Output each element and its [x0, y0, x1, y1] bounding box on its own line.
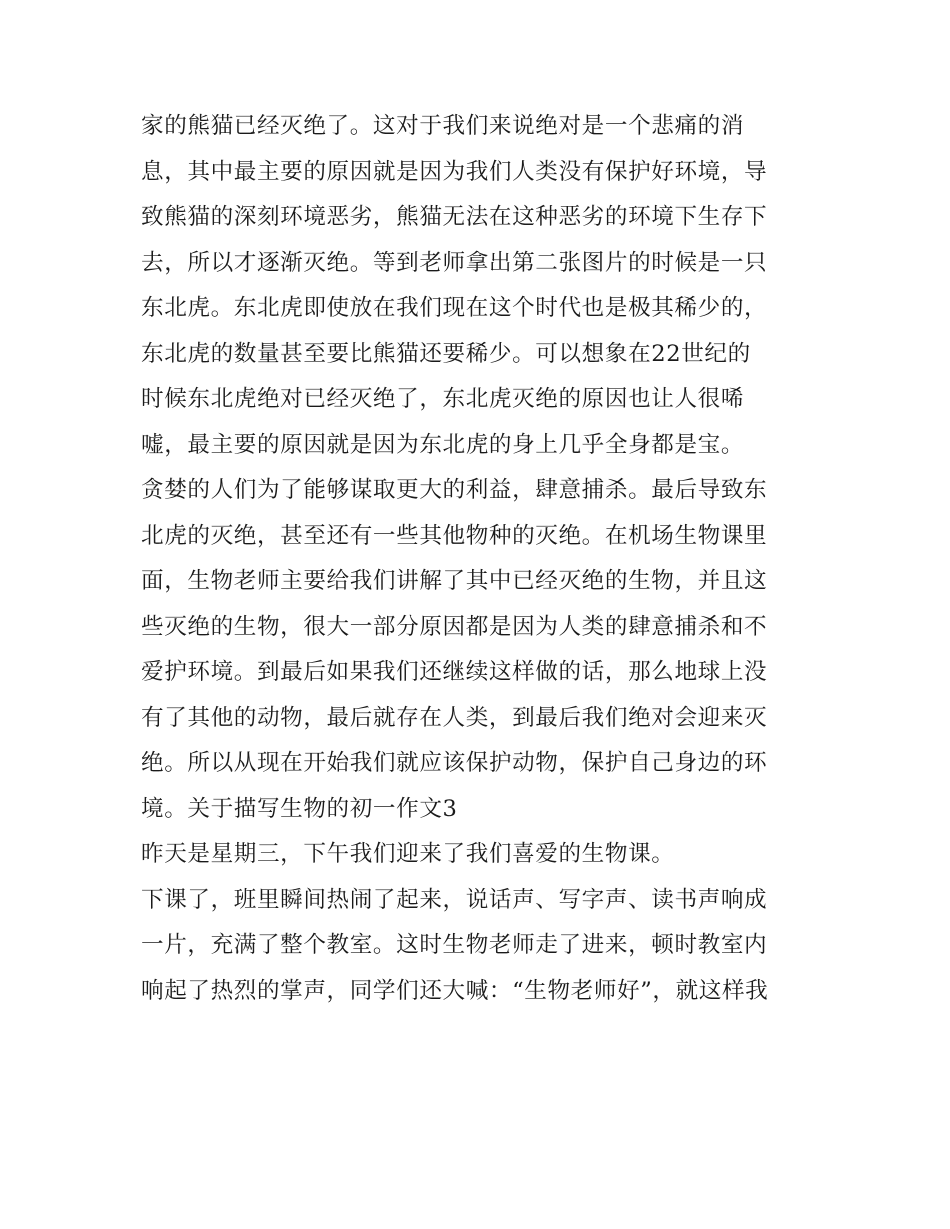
- text-line: 爱护环境。到最后如果我们还继续这样做的话，那么地球上没: [141, 659, 768, 685]
- text-line: 面，生物老师主要给我们讲解了其中已经灭绝的生物，并且这: [141, 568, 768, 594]
- text-line: 东北虎。东北虎即使放在我们现在这个时代也是极其稀少的，: [141, 295, 768, 321]
- text-line: 北虎的灭绝，甚至还有一些其他物种的灭绝。在机场生物课里: [141, 522, 768, 549]
- text-line: 去，所以才逐渐灭绝。等到老师拿出第二张图片的时候是一只: [141, 249, 768, 276]
- text-line: 时候东北虎绝对已经灭绝了，东北虎灭绝的原因也让人很唏: [141, 386, 745, 412]
- text-line: 些灭绝的生物，很大一部分原因都是因为人类的肆意捕杀和不: [141, 613, 768, 640]
- text-line: 境。关于描写生物的初一作文3: [141, 795, 458, 822]
- text-line: 嘘，最主要的原因就是因为东北虎的身上几乎全身都是宝。: [141, 431, 745, 458]
- text-line: 贪婪的人们为了能够谋取更大的利益，肆意捕杀。最后导致东: [141, 477, 768, 503]
- text-line: 绝。所以从现在开始我们就应该保护动物，保护自己身边的环: [141, 750, 768, 776]
- text-line: 昨天是星期三，下午我们迎来了我们喜爱的生物课。: [141, 841, 675, 867]
- text-line: 下课了，班里瞬间热闹了起来，说话声、写字声、读书声响成: [141, 886, 768, 913]
- text-line: 有了其他的动物，最后就存在人类，到最后我们绝对会迎来灭: [141, 704, 768, 731]
- text-line: 家的熊猫已经灭绝了。这对于我们来说绝对是一个悲痛的消: [141, 113, 745, 139]
- essay-text: [141, 104, 821, 1014]
- text-line: 致熊猫的深刻环境恶劣，熊猫无法在这种恶劣的环境下生存下: [141, 204, 768, 230]
- text-line: 响起了热烈的掌声，同学们还大喊：“生物老师好”，就这样我: [141, 977, 769, 1004]
- text-line: 东北虎的数量甚至要比熊猫还要稀少。可以想象在22世纪的: [141, 340, 751, 367]
- text-line: 息，其中最主要的原因就是因为我们人类没有保护好环境，导: [141, 158, 768, 185]
- text-line: 一片，充满了整个教室。这时生物老师走了进来，顿时教室内: [141, 932, 768, 958]
